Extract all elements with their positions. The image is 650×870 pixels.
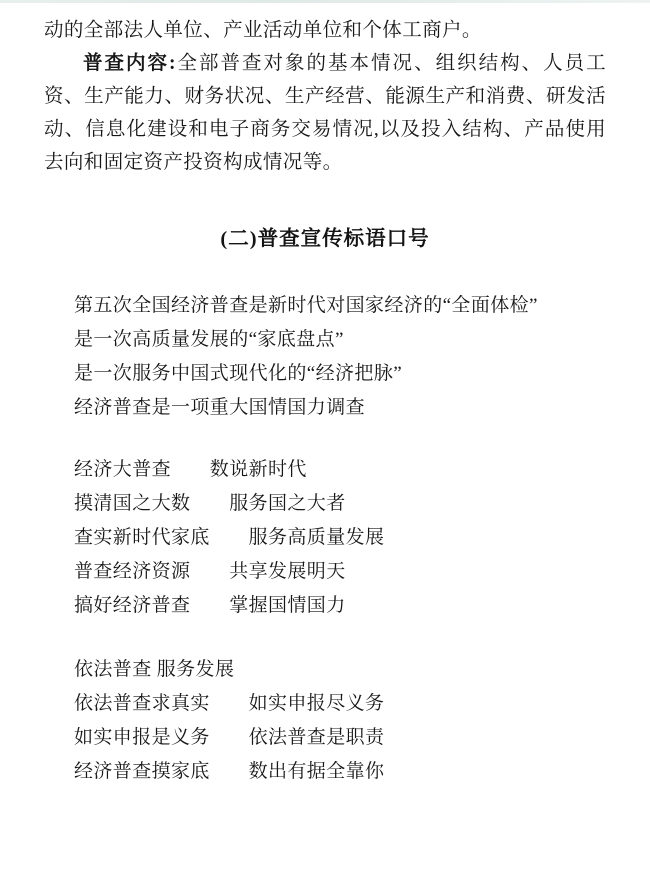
slogan-group-spacer [74,425,606,453]
slogan-line: 是一次高质量发展的“家底盘点” [74,329,344,350]
slogan-line: 是一次服务中国式现代化的“经济把脉” [74,363,403,384]
slogan-line: 摸清国之大数 服务国之大者 [74,493,346,514]
section-title: (二)普查宣传标语口号 [220,228,430,250]
census-content-label: 普查内容: [83,53,176,74]
slogan-block [44,289,606,789]
slogan-line: 经济普查摸家底 数出有据全靠你 [74,761,385,782]
paragraph-continued-text: 动的全部法人单位、产业活动单位和个体工商户。 [44,20,482,41]
slogan-group-1 [74,289,606,425]
slogan-group-spacer [74,623,606,653]
slogan-group-3 [74,653,606,789]
slogan-line: 经济大普查 数说新时代 [74,459,307,480]
slogan-line: 普查经济资源 共享发展明天 [74,561,346,582]
slogan-group-2 [74,453,606,623]
slogan-line: 搞好经济普查 掌握国情国力 [74,595,346,616]
slogan-line: 第五次全国经济普查是新时代对国家经济的“全面体检” [74,295,538,316]
page-top-rule [0,0,650,3]
census-content-text: 全部普查对象的基本情况、组织结构、人员工资、生产能力、财务状况、生产经营、能源生产和消费、研发活动、信息化建设和电子商务交易情况,以及投入结构、产品使用去向和固定资产投资构成情况等。 [44,53,606,173]
paragraph-census-content [44,47,606,179]
slogan-line: 如实申报是义务 依法普查是职责 [74,727,385,748]
paragraph-continued [44,0,606,47]
slogan-line: 查实新时代家底 服务高质量发展 [74,527,385,548]
slogan-line: 经济普查是一项重大国情国力调查 [74,397,366,418]
slogan-line: 依法普查 服务发展 [74,659,235,680]
slogan-line: 依法普查求真实 如实申报尽义务 [74,693,385,714]
